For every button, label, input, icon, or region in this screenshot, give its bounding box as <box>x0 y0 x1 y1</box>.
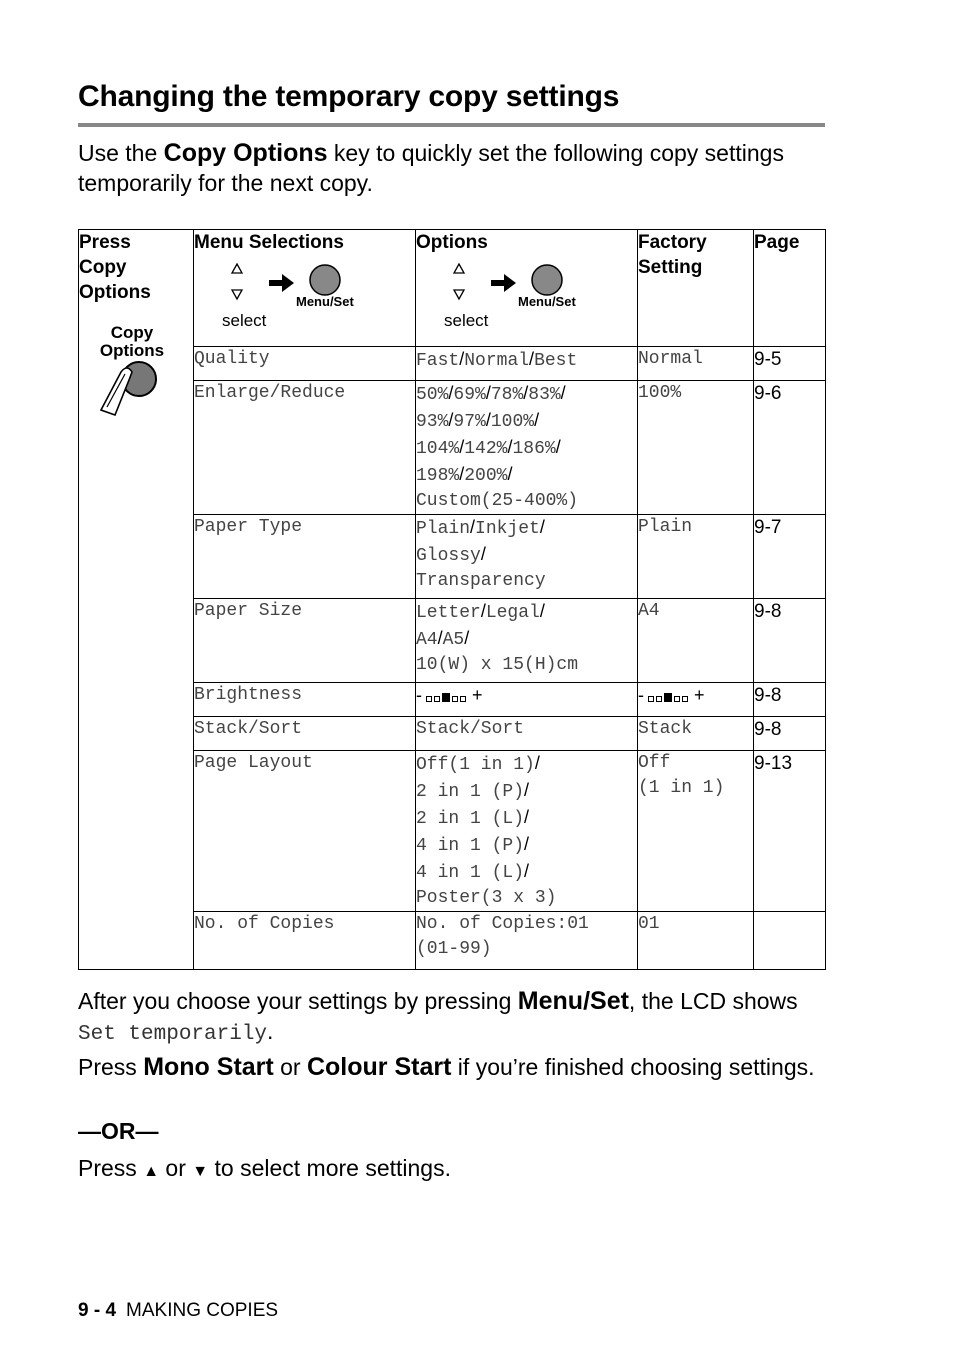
option-value: Fast <box>416 351 460 371</box>
option-value: Normal <box>464 351 530 371</box>
menuset-key-label: Menu/Set <box>296 294 354 309</box>
option-value: 4 in 1 (P) <box>416 836 525 856</box>
copy-options-key-label: Copy Options <box>99 323 165 360</box>
brightness-step <box>426 696 432 702</box>
option-value: 97% <box>453 412 486 432</box>
option-value: Legal <box>485 603 540 623</box>
press-copy-options-cell <box>79 230 194 970</box>
option-value: 10(W) x 15(H)cm <box>416 655 579 675</box>
brightness-bar <box>416 683 483 709</box>
menu-selection-cell: Paper Size <box>194 599 416 683</box>
page-ref-cell <box>754 912 826 970</box>
option-value: Poster(3 x 3) <box>416 888 557 908</box>
factory-setting-header: Factory Setting <box>638 230 754 347</box>
option-value: A5 <box>442 630 465 650</box>
intro-text: Use the <box>78 140 164 166</box>
intro-text-end: key to quickly set the following copy settings temporarily for the next copy. <box>78 140 784 196</box>
brightness-step <box>648 696 654 702</box>
option-value: Stack/Sort <box>416 719 525 739</box>
brightness-step <box>664 693 672 702</box>
menu-selection-cell: Brightness <box>194 683 416 717</box>
menu-nav-illustration <box>194 255 415 330</box>
options-cell <box>416 912 638 970</box>
option-value: 78% <box>490 385 524 405</box>
options-cell: Plain/Inkjet/ Glossy/ Transparency <box>416 515 638 599</box>
page-ref-cell: 9-7 <box>754 515 826 599</box>
brightness-step <box>656 696 662 702</box>
page-ref-cell: 9-8 <box>754 683 826 717</box>
factory-setting-cell: 100% <box>638 381 754 515</box>
factory-setting-cell: Off (1 in 1) <box>638 751 754 912</box>
brightness-step <box>460 696 466 702</box>
after-paragraph: After you choose your settings by pressing Menu/Set, the LCD shows Set temporarily. <box>78 987 798 1046</box>
option-value: Custom(25-400%) <box>416 491 579 511</box>
options-nav-illustration <box>416 255 637 330</box>
brightness-plus: + <box>472 685 483 705</box>
options-cell: Fast/Normal/Best <box>416 347 638 381</box>
page-ref-cell: 9-8 <box>754 599 826 683</box>
page-number: 9 - 4 <box>78 1300 117 1321</box>
lcd-message: Set temporarily <box>78 1023 268 1046</box>
intro-paragraph <box>78 138 838 198</box>
down-arrow-icon: ▼ <box>192 1163 209 1180</box>
option-value: (01-99) <box>416 939 492 959</box>
page-ref-cell: 9-13 <box>754 751 826 912</box>
brightness-minus: - <box>638 685 644 705</box>
option-value: Plain <box>416 519 471 539</box>
menu-selection-cell: Enlarge/Reduce <box>194 381 416 515</box>
start-paragraph: Press Mono Start or Colour Start if you’re finished choosing settings. <box>78 1053 815 1081</box>
options-header: Options Menu/Set select <box>416 230 638 347</box>
option-value: 83% <box>528 385 561 405</box>
factory-setting-cell: A4 <box>638 599 754 683</box>
copy-options-key-name: Copy Options <box>163 139 328 167</box>
page-ref-cell: 9-8 <box>754 717 826 751</box>
brightness-step <box>682 696 688 702</box>
settings-table <box>78 229 826 970</box>
options-cell: 50%/69%/78%/83%/ 93%/97%/100%/ 104%/142%/186%/ 198%/200%/ Custom(25-400%) <box>416 381 638 515</box>
option-value: 104% <box>416 439 460 459</box>
up-arrow-icon: ▲ <box>143 1163 160 1180</box>
menuset-key-label: Menu/Set <box>518 294 576 309</box>
section-name: MAKING COPIES <box>126 1300 279 1321</box>
option-value: Off(1 in 1) <box>416 755 535 775</box>
menu-selection-cell: No. of Copies <box>194 912 416 970</box>
option-value: 200% <box>464 466 508 486</box>
factory-setting-cell: Plain <box>638 515 754 599</box>
brightness-bar <box>638 683 705 709</box>
option-value: 142% <box>464 439 508 459</box>
select-more-paragraph: Press ▲ or ▼ to select more settings. <box>78 1155 451 1181</box>
option-value: 198% <box>416 466 460 486</box>
menu-selection-cell: Stack/Sort <box>194 717 416 751</box>
copy-options-button-icon <box>99 360 169 430</box>
factory-setting-cell: 01 <box>638 912 754 970</box>
menu-selection-cell: Quality <box>194 347 416 381</box>
press-header: Press Copy Options <box>79 232 151 303</box>
page-ref-cell: 9-6 <box>754 381 826 515</box>
header-row <box>79 230 826 347</box>
options-cell <box>416 717 638 751</box>
option-value: 2 in 1 (L) <box>416 809 525 829</box>
factory-setting-cell <box>638 683 754 717</box>
option-value: 69% <box>453 385 486 405</box>
option-value: 4 in 1 (L) <box>416 863 525 883</box>
option-value: Letter <box>416 603 481 623</box>
option-value: Inkjet <box>475 519 540 539</box>
option-value: 2 in 1 (P) <box>416 782 525 802</box>
select-label: select <box>222 311 267 330</box>
brightness-minus: - <box>416 685 422 705</box>
brightness-step <box>434 696 440 702</box>
options-cell <box>416 683 638 717</box>
brightness-step <box>452 696 458 702</box>
or-separator: —OR— <box>78 1118 159 1144</box>
menu-selection-cell: Page Layout <box>194 751 416 912</box>
page-footer <box>78 1300 278 1322</box>
brightness-step <box>674 696 680 702</box>
option-value: Transparency <box>416 571 546 591</box>
page-ref-cell: 9-5 <box>754 347 826 381</box>
option-value: Glossy <box>416 546 481 566</box>
page-header: Page <box>754 230 826 347</box>
select-label: select <box>444 311 489 330</box>
brightness-plus: + <box>694 685 705 705</box>
option-value: 100% <box>490 412 535 432</box>
factory-setting-cell: Stack <box>638 717 754 751</box>
options-cell: Letter/Legal/ A4/A5/ 10(W) x 15(H)cm <box>416 599 638 683</box>
option-value: A4 <box>416 630 438 650</box>
menu-selection-cell: Paper Type <box>194 515 416 599</box>
factory-setting-cell: Normal <box>638 347 754 381</box>
option-value: No. of Copies:01 <box>416 914 589 934</box>
options-cell: Off(1 in 1)/ 2 in 1 (P)/ 2 in 1 (L)/ 4 in 1 (P)/ 4 in 1 (L)/ Poster(3 x 3) <box>416 751 638 912</box>
option-value: 186% <box>512 439 556 459</box>
colour-start-key-name: Colour Start <box>306 1053 452 1081</box>
menuset-key-name: Menu/Set <box>517 987 629 1015</box>
title-rule <box>78 123 825 127</box>
menu-selections-header: Menu Selections Menu/Set select <box>194 230 416 347</box>
page-title: Changing the temporary copy settings <box>78 80 620 113</box>
option-value: 93% <box>416 412 449 432</box>
mono-start-key-name: Mono Start <box>143 1053 274 1081</box>
brightness-step <box>442 693 450 702</box>
option-value: Best <box>534 351 578 371</box>
option-value: 50% <box>416 385 449 405</box>
